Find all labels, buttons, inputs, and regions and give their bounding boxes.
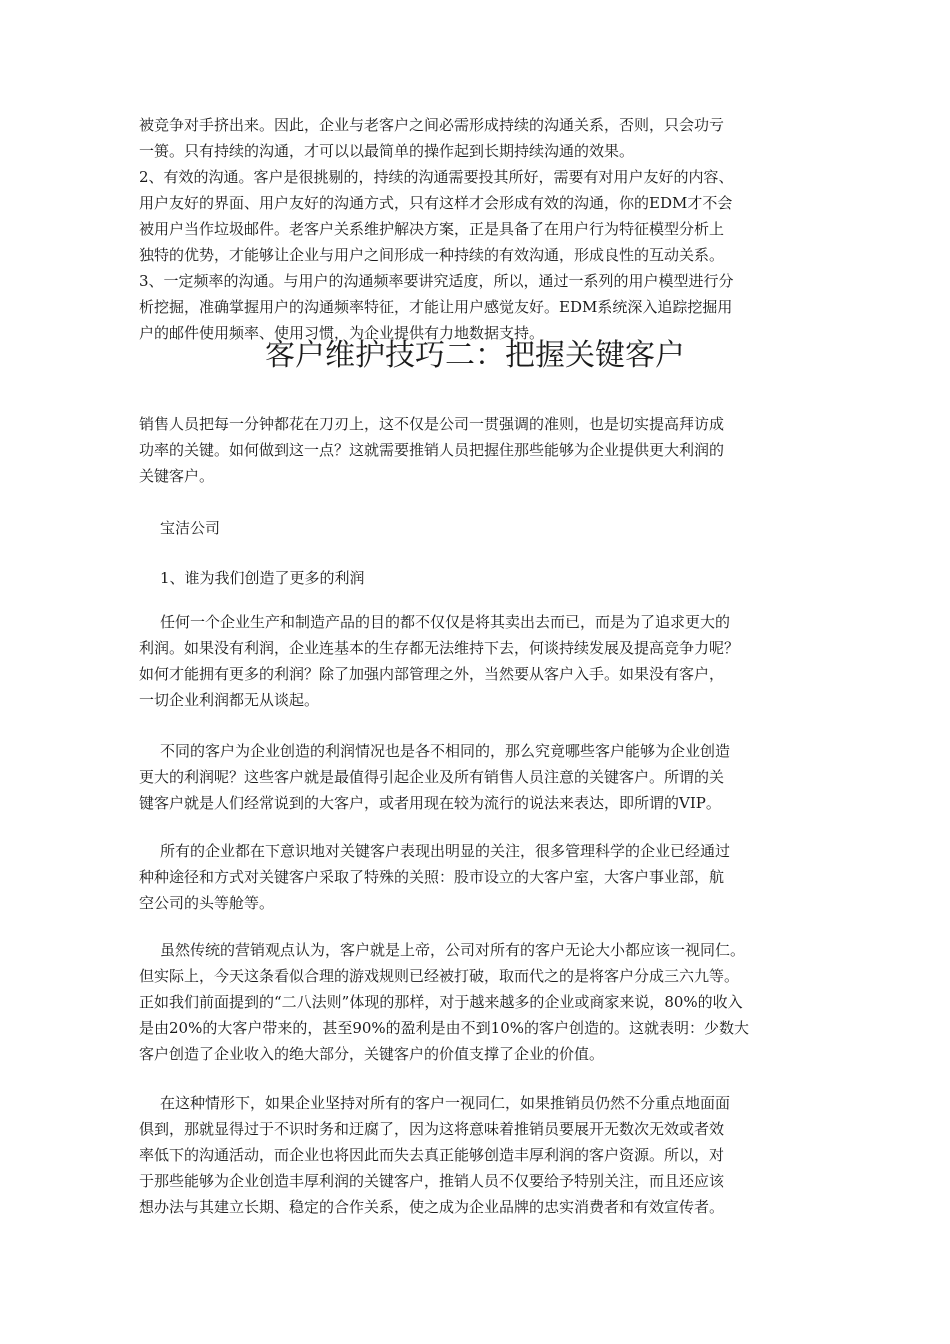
- vip-paragraph: [139, 738, 819, 816]
- text-line: 想办法与其建立长期、稳定的合作关系，使之成为企业品牌的忠实消费者和有效宣传者。: [139, 1198, 725, 1216]
- rule-8020-paragraph: [139, 937, 819, 1067]
- company-label: 宝洁公司: [160, 519, 221, 537]
- text-line: 销售人员把每一分钟都花在刀刃上，这不仅是公司一贯强调的准则，也是切实提高拜访成: [139, 415, 725, 433]
- text-line: 独特的优势，才能够让企业与用户之间形成一种持续的有效沟通，形成良性的互动关系。: [139, 246, 725, 264]
- intro-paragraphs: [139, 112, 819, 346]
- text-line: 于那些能够为企业创造丰厚利润的关键客户，推销人员不仅要给予特别关注，而且还应该: [139, 1172, 725, 1190]
- text-line: 被用户当作垃圾邮件。老客户关系维护解决方案，正是具备了在用户行为特征模型分析上: [139, 220, 725, 238]
- conclusion-paragraph: [139, 1090, 819, 1220]
- text-line: 种种途径和方式对关键客户采取了特殊的关照：股市设立的大客户室，大客户事业部，航: [139, 868, 725, 886]
- text-line: 键客户就是人们经常说到的大客户，或者用现在较为流行的说法来表达，即所谓的VIP。: [139, 794, 721, 812]
- text-line: 虽然传统的营销观点认为，客户就是上帝，公司对所有的客户无论大小都应该一视同仁。: [160, 941, 746, 959]
- text-line: 正如我们前面提到的“二八法则”体现的那样，对于越来越多的企业或商家来说，80%的收入: [139, 993, 743, 1011]
- subheading: 1、谁为我们创造了更多的利润: [160, 569, 365, 587]
- text-line: 关键客户。: [139, 467, 215, 485]
- profit-paragraph: [139, 609, 819, 713]
- text-line: 2、有效的沟通。客户是很挑剔的，持续的沟通需要投其所好，需要有对用户友好的内容、: [139, 168, 734, 186]
- text-line: 任何一个企业生产和制造产品的目的都不仅仅是将其卖出去而已，而是为了追求更大的: [160, 613, 731, 631]
- text-line: 俱到，那就显得过于不识时务和迂腐了，因为这将意味着推销员要展开无数次无效或者效: [139, 1120, 725, 1138]
- text-line: 一篑。只有持续的沟通，才可以以最简单的操作起到长期持续沟通的效果。: [139, 142, 635, 160]
- text-line: 是由20%的大客户带来的，甚至90%的盈利是由不到10%的客户创造的。这就表明：少数大: [139, 1019, 750, 1037]
- section-title: 客户维护技巧二：把握关键客户: [265, 338, 685, 373]
- text-line: 利润。如果没有利润，企业连基本的生存都无法维持下去，何谈持续发展及提高竞争力呢？: [139, 639, 740, 657]
- text-line: 被竞争对手挤出来。因此，企业与老客户之间必需形成持续的沟通关系，否则，只会功亏: [139, 116, 725, 134]
- text-line: 析挖掘，准确掌握用户的沟通频率特征，才能让用户感觉友好。EDM系统深入追踪挖掘用: [139, 298, 733, 316]
- text-line: 一切企业利润都无从谈起。: [139, 691, 320, 709]
- text-line: 率低下的沟通活动，而企业也将因此而失去真正能够创造丰厚利润的客户资源。所以，对: [139, 1146, 725, 1164]
- text-line: 空公司的头等舱等。: [139, 894, 275, 912]
- text-line: 在这种情形下，如果企业坚持对所有的客户一视同仁，如果推销员仍然不分重点地面面: [160, 1094, 731, 1112]
- attention-paragraph: [139, 838, 819, 916]
- intro-paragraph: [139, 411, 819, 489]
- text-line: 功率的关键。如何做到这一点？这就需要推销人员把握住那些能够为企业提供更大利润的: [139, 441, 725, 459]
- text-line: 不同的客户为企业创造的利润情况也是各不相同的，那么究竟哪些客户能够为企业创造: [160, 742, 731, 760]
- text-line: 所有的企业都在下意识地对关键客户表现出明显的关注，很多管理科学的企业已经通过: [160, 842, 731, 860]
- text-line: 更大的利润呢？这些客户就是最值得引起企业及所有销售人员注意的关键客户。所谓的关: [139, 768, 725, 786]
- text-line: 如何才能拥有更多的利润？除了加强内部管理之外，当然要从客户入手。如果没有客户，: [139, 665, 725, 683]
- text-line: 但实际上，今天这条看似合理的游戏规则已经被打破，取而代之的是将客户分成三六九等。: [139, 967, 740, 985]
- text-line: 3、一定频率的沟通。与用户的沟通频率要讲究适度，所以，通过一系列的用户模型进行分: [139, 272, 734, 290]
- text-line: 户的邮件使用频率、使用习惯，为企业提供有力地数据支持。: [139, 324, 545, 342]
- text-line: 用户友好的界面、用户友好的沟通方式，只有这样才会形成有效的沟通，你的EDM才不会: [139, 194, 733, 212]
- text-line: 客户创造了企业收入的绝大部分，关键客户的价值支撑了企业的价值。: [139, 1045, 605, 1063]
